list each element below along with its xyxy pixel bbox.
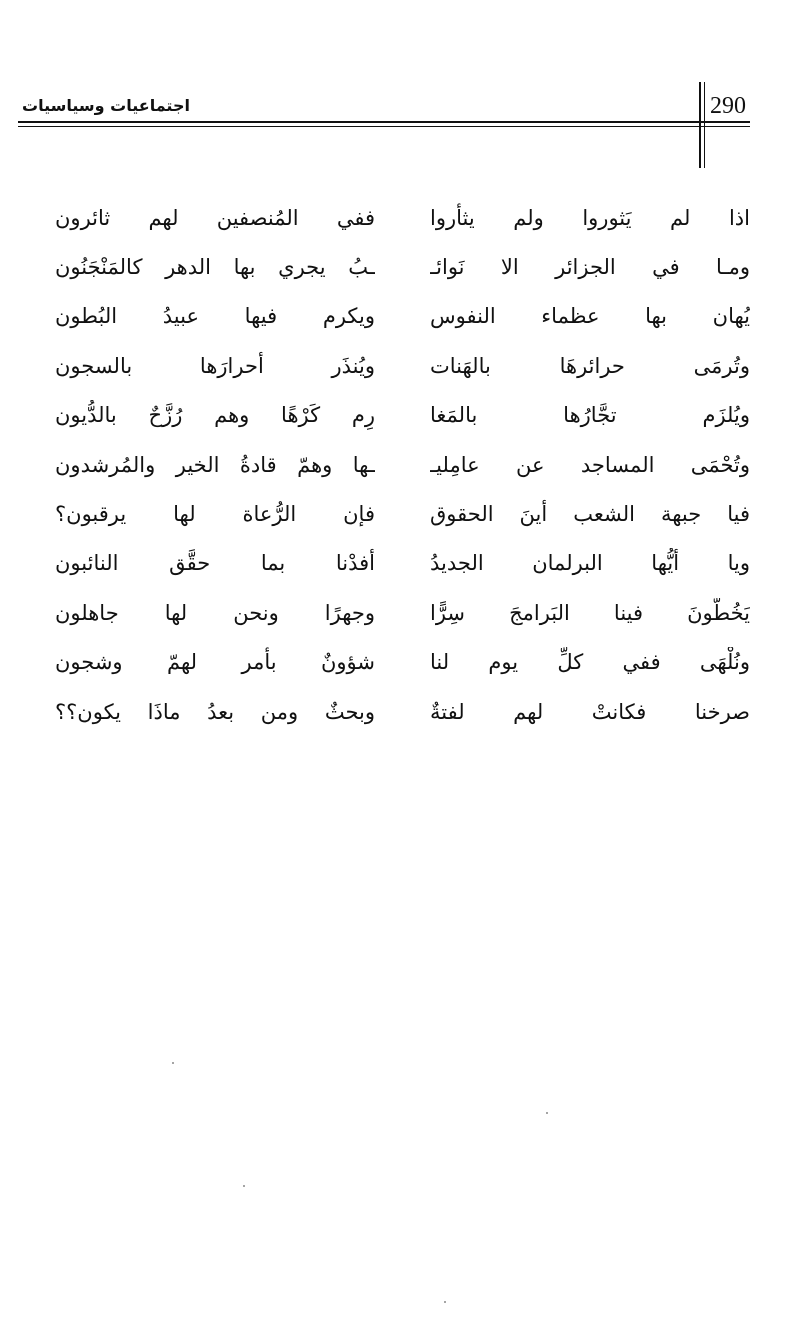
poem: [55, 193, 750, 736]
verse: [55, 588, 750, 637]
scan-speck: [172, 1062, 174, 1064]
verse-first-hemistich: ويا أيُّها البرلمان الجديدُ: [430, 551, 750, 576]
verse: [55, 391, 750, 440]
verse-first-hemistich: فيا جبهة الشعب أينَ الحقوق: [430, 502, 750, 527]
verse-second-hemistich: وبحثٌ ومن بعدُ ماذَا يكون؟؟: [55, 699, 375, 724]
verse-first-hemistich: وتُرمَى حرائرهَا بالهَنات: [430, 353, 750, 378]
page-number: 290: [710, 93, 746, 119]
running-head: اجتماعيات وسياسيات: [22, 96, 190, 115]
verse-first-hemistich: ومـا في الجزائر الا نَوائـ: [430, 255, 750, 280]
scan-speck: [243, 1185, 245, 1187]
verse-second-hemistich: وجهرًا ونحن لها جاهلون: [55, 600, 375, 625]
verse: [55, 242, 750, 291]
header-vertical-rule-thin: [704, 82, 705, 168]
verse: [55, 193, 750, 242]
scan-speck: [444, 1301, 446, 1303]
verse-first-hemistich: ويُلزَم تجَّارُها بالمَغا: [430, 403, 750, 428]
verse: [55, 341, 750, 390]
verse-second-hemistich: أفدْنا بما حقَّق النائبون: [55, 551, 375, 576]
verse-second-hemistich: فإن الرُّعاة لها يرقبون؟: [55, 502, 375, 527]
verse-first-hemistich: صرخنا فكانتْ لهم لفتةٌ: [430, 699, 750, 724]
header-rule-thick: [18, 121, 750, 123]
verse-second-hemistich: ويكرم فيها عبيدُ البُطون: [55, 304, 375, 329]
verse-second-hemistich: ففي المُنصفين لهم ثائرون: [55, 205, 375, 230]
verse: [55, 539, 750, 588]
verse: [55, 638, 750, 687]
header-rule-thin: [18, 126, 750, 127]
verse: [55, 489, 750, 538]
verse-first-hemistich: يُهان بها عظماء النفوس: [430, 304, 750, 329]
verse-second-hemistich: رِم كَرْهًا وهم رُزَّحٌ بالدُّيون: [55, 403, 375, 428]
verse: [55, 440, 750, 489]
verse-first-hemistich: ونُلْهَى ففي كلِّ يوم لنا: [430, 650, 750, 675]
verse-first-hemistich: وتُحْمَى المساجد عن عامِليـ: [430, 452, 750, 477]
verse-second-hemistich: شؤونٌ بأمر لهمّ وشجون: [55, 650, 375, 675]
verse: [55, 292, 750, 341]
header-vertical-rule-thick: [699, 82, 701, 168]
verse-second-hemistich: ـبُ يجري بها الدهر كالمَنْجَنُون: [55, 255, 375, 280]
verse: [55, 687, 750, 736]
scan-speck: [546, 1112, 548, 1114]
verse-second-hemistich: ـها وهمّ قادةُ الخير والمُرشدون: [55, 452, 375, 477]
verse-first-hemistich: يَخُطُّونَ فينا البَرامجَ سِرًّا: [430, 600, 750, 625]
verse-first-hemistich: اذا لم يَثوروا ولم يثأروا: [430, 205, 750, 230]
verse-second-hemistich: ويُنذَر أحرارَها بالسجون: [55, 353, 375, 378]
